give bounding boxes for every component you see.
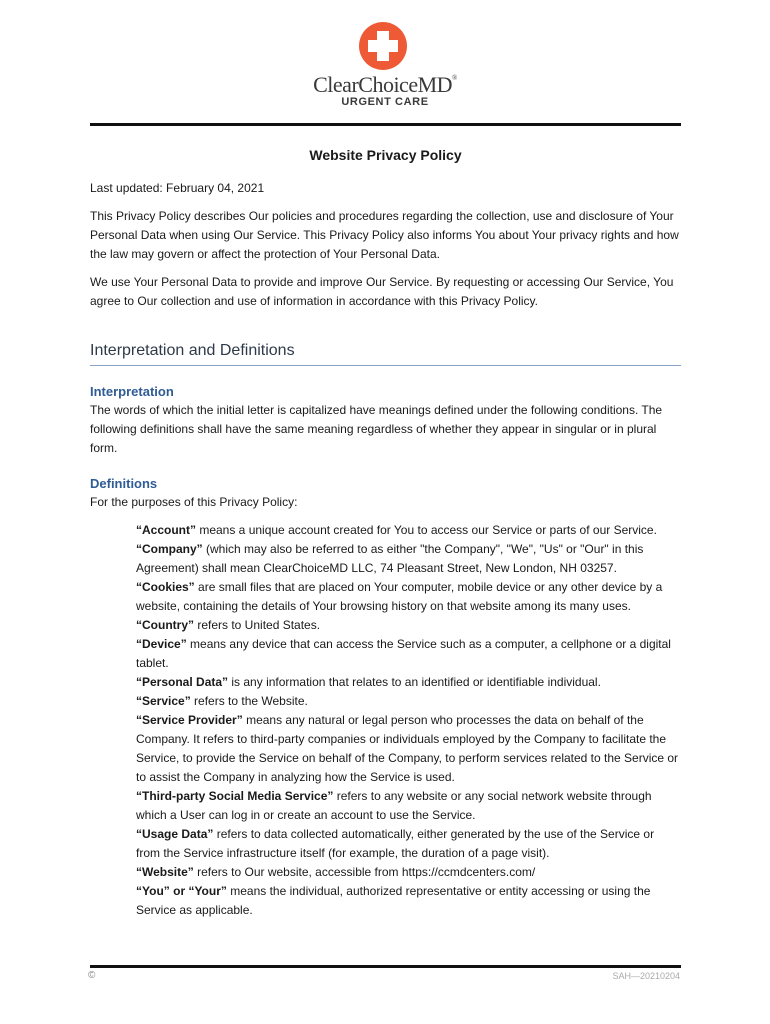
definitions-heading: Definitions [90, 476, 158, 491]
definition-term: “Personal Data” [136, 675, 229, 689]
definition-item [136, 787, 681, 825]
intro-paragraph-1: This Privacy Policy describes Our policies and procedures regarding the collection, use and disclosure of Your Personal Data when using Our Service. This Privacy Policy also informs You about Your privacy rights and how the law may govern or affect the protection of Your Personal Data. [90, 209, 679, 261]
section-heading: Interpretation and Definitions [90, 341, 681, 366]
definition-text: are small files that are placed on Your computer, mobile device or any other device by a website, containing the details of Your browsing history on that website among its many uses. [136, 580, 663, 613]
medical-cross-icon [359, 22, 407, 70]
interpretation-text: The words of which the initial letter is capitalized have meanings defined under the following conditions. The following definitions shall have the same meaning regardless of whether they appear in singular or in plural form. [90, 403, 663, 455]
definition-text: means the individual, authorized representative or entity accessing or using the Service as applicable. [136, 884, 651, 917]
copyright-mark: © [88, 970, 96, 981]
definition-text: is any information that relates to an identified or identifiable individual. [228, 675, 601, 689]
definition-text: (which may also be referred to as either "the Company", "We", "Us" or "Our" in this Agreement) shall mean ClearChoiceMD LLC, 74 Pleasant Street, New London, NH 03257. [136, 542, 644, 575]
definition-term: “Account” [136, 523, 196, 537]
definition-item [136, 521, 681, 540]
definition-text: means a unique account created for You to access our Service or parts of our Service. [196, 523, 657, 537]
definitions-intro: For the purposes of this Privacy Policy: [90, 495, 298, 509]
definition-text: refers to data collected automatically, either generated by the use of the Service or from the Service infrastructure itself (for example, the duration of a page visit). [136, 827, 655, 860]
definition-item [136, 863, 681, 882]
definition-term: “Device” [136, 637, 187, 651]
definition-term: “Service” [136, 694, 191, 708]
last-updated: Last updated: February 04, 2021 [90, 181, 265, 195]
definition-item [136, 673, 681, 692]
page-title: Website Privacy Policy [309, 147, 462, 163]
definition-term: “Website” [136, 865, 194, 879]
definition-item [136, 825, 681, 863]
definition-text: refers to the Website. [190, 694, 308, 708]
document-body [90, 140, 681, 920]
definition-item [136, 711, 681, 787]
definition-term: “Country” [136, 618, 194, 632]
definition-text: refers to Our website, accessible from https://ccmdcenters.com/ [193, 865, 536, 879]
definitions-list [136, 521, 681, 920]
definition-term: “Cookies” [136, 580, 195, 594]
definition-item [136, 616, 681, 635]
definition-text: refers to any website or any social network website through which a User can log in or create an account to use the Service. [136, 789, 652, 822]
definition-item [136, 692, 681, 711]
logo [0, 0, 770, 120]
definition-item [136, 635, 681, 673]
logo-wordmark: ClearChoiceMD® [313, 72, 457, 97]
definition-item [136, 882, 681, 920]
document-code: SAH—20210204 [612, 971, 680, 981]
logo-subtitle: URGENT CARE [341, 96, 429, 108]
intro-paragraph-2: We use Your Personal Data to provide and improve Our Service. By requesting or accessing Our Service, You agree to Our collection and use of information in accordance with this Privacy Policy. [90, 275, 674, 308]
definition-text: means any natural or legal person who processes the data on behalf of the Company. It refers to third-party companies or individuals employed by the Company to facilitate the Service, to provide the Service on behalf of the Company, to perform services related to the Service or to assist the Company in analyzing how the Service is used. [136, 713, 679, 784]
definition-term: “Third-party Social Media Service” [136, 789, 334, 803]
definition-term: “Service Provider” [136, 713, 243, 727]
footer-divider [90, 965, 681, 968]
definition-item [136, 540, 681, 578]
interpretation-heading: Interpretation [90, 384, 174, 399]
definition-text: means any device that can access the Service such as a computer, a cellphone or a digital tablet. [136, 637, 671, 670]
header-divider [90, 123, 681, 126]
definition-term: “You” or “Your” [136, 884, 227, 898]
definition-text: refers to United States. [194, 618, 321, 632]
definition-term: “Company” [136, 542, 203, 556]
definition-item [136, 578, 681, 616]
definition-term: “Usage Data” [136, 827, 214, 841]
